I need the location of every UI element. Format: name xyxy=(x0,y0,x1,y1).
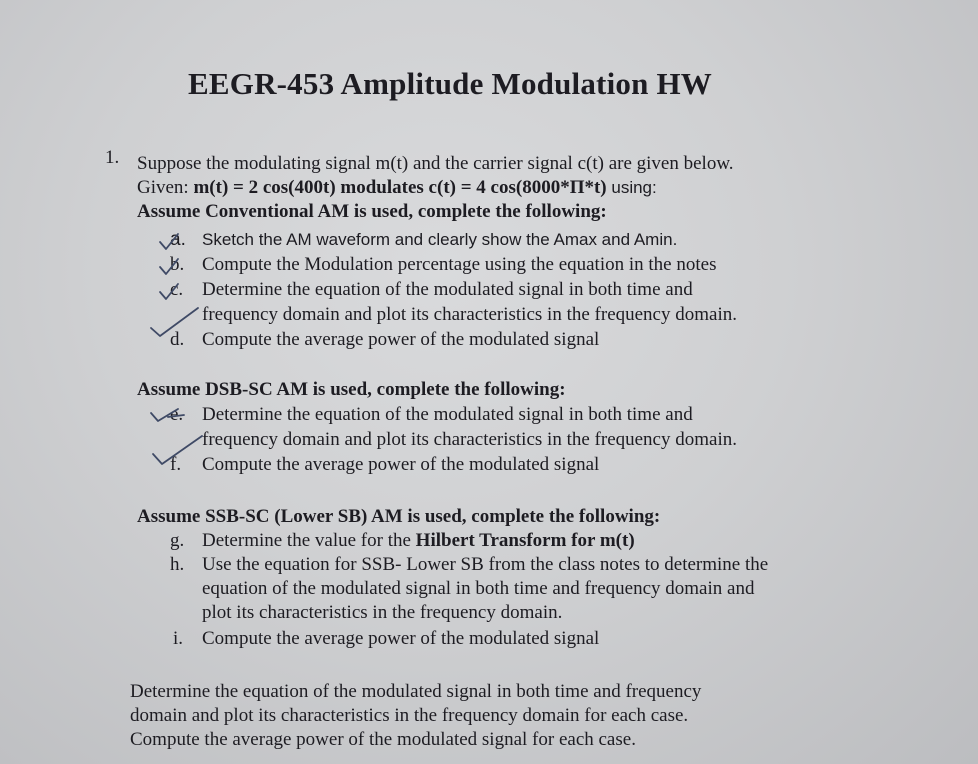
item-i-marker: i. xyxy=(173,628,184,649)
item-g-marker: g. xyxy=(170,530,185,551)
conventional-heading: Assume Conventional AM is used, complete the following: xyxy=(137,201,607,222)
item-g-plain: Determine the value for the xyxy=(202,530,416,551)
given-expression-end: *t) xyxy=(584,177,607,198)
page-title: EEGR-453 Amplitude Modulation HW xyxy=(188,66,712,101)
item-h-marker: h. xyxy=(170,554,185,575)
check-mark-icon xyxy=(150,430,208,470)
item-c-marker: c. xyxy=(170,279,184,300)
item-c-text: Determine the equation of the modulated signal in both time and xyxy=(202,279,693,300)
given-using: using: xyxy=(606,178,657,197)
check-mark-icon xyxy=(148,300,208,340)
item-d-marker: d. xyxy=(170,329,185,350)
given-line xyxy=(137,177,657,199)
item-i-text: Compute the average power of the modulated signal xyxy=(202,628,600,649)
item-b-marker: b. xyxy=(170,254,185,275)
item-h-line-2: equation of the modulated signal in both time and frequency domain and xyxy=(202,578,755,599)
question-number: 1. xyxy=(105,147,120,168)
intro-line: Suppose the modulating signal m(t) and the carrier signal c(t) are given below. xyxy=(137,153,734,174)
item-c-text-cont: frequency domain and plot its characteristics in the frequency domain. xyxy=(202,304,737,325)
item-a-text: Sketch the AM waveform and clearly show the Amax and Amin. xyxy=(202,230,678,249)
item-g-text xyxy=(202,530,635,552)
item-f-marker: f. xyxy=(170,454,182,475)
item-b-text: Compute the Modulation percentage using the equation in the notes xyxy=(202,254,717,275)
check-mark-icon xyxy=(158,232,182,254)
given-expression: m(t) = 2 cos(400t) modulates c(t) = 4 cos(8000* xyxy=(193,177,570,198)
item-e-text-cont: frequency domain and plot its characteristics in the frequency domain. xyxy=(202,429,737,450)
item-h-line-3: plot its characteristics in the frequency domain. xyxy=(202,602,563,623)
ssb-heading: Assume SSB-SC (Lower SB) AM is used, complete the following: xyxy=(137,506,661,527)
item-d-text: Compute the average power of the modulated signal xyxy=(202,329,600,350)
closing-line-3: Compute the average power of the modulated signal for each case. xyxy=(130,729,636,750)
item-a-marker: a. xyxy=(170,229,186,250)
item-f-text: Compute the average power of the modulated signal xyxy=(202,454,600,475)
check-mark-icon xyxy=(148,405,188,431)
check-mark-icon xyxy=(158,257,182,279)
item-e-text: Determine the equation of the modulated signal in both time and xyxy=(202,404,693,425)
pi-symbol: Π xyxy=(569,177,585,198)
item-h-line-1: Use the equation for SSB- Lower SB from the class notes to determine the xyxy=(202,554,769,575)
closing-line-1: Determine the equation of the modulated signal in both time and frequency xyxy=(130,681,702,702)
dsb-heading: Assume DSB-SC AM is used, complete the following: xyxy=(137,379,566,400)
item-e-marker: e. xyxy=(170,404,184,425)
closing-line-2: domain and plot its characteristics in the frequency domain for each case. xyxy=(130,705,689,726)
given-label: Given: xyxy=(137,177,194,198)
item-g-bold: Hilbert Transform for m(t) xyxy=(415,530,635,551)
